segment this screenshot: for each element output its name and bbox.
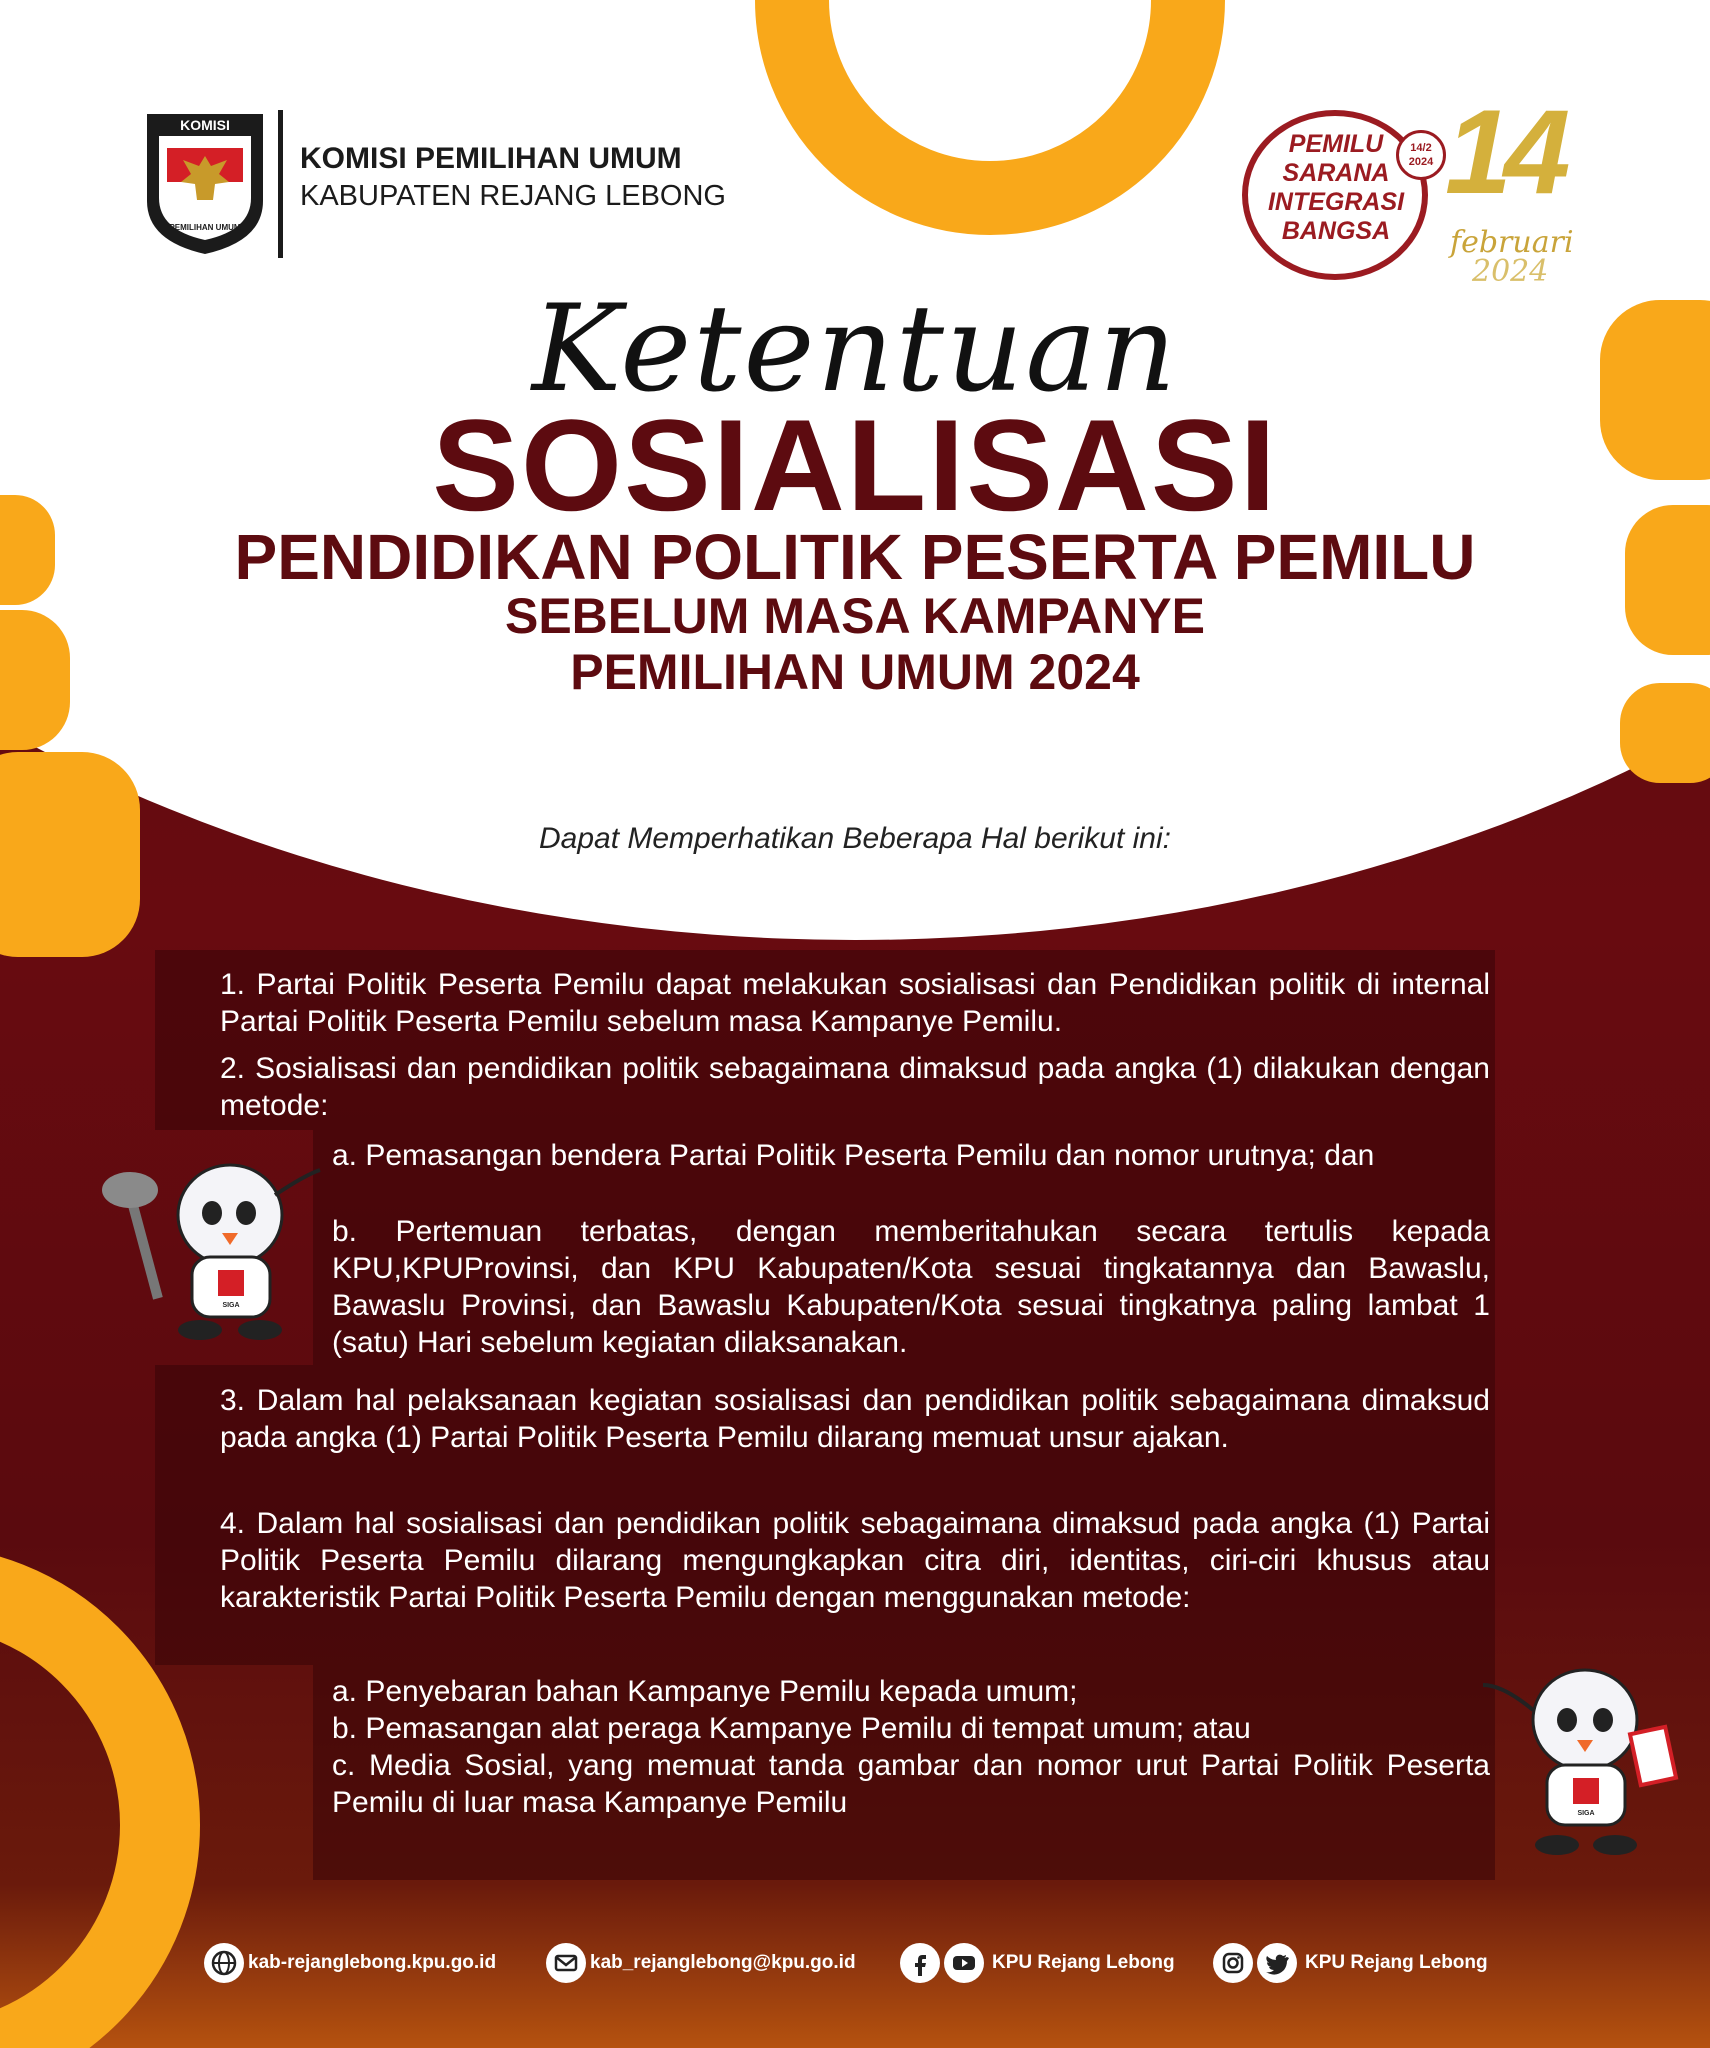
item-2a: a. Pemasangan bendera Partai Politik Peserta Pemilu dan nomor urutnya; dan (332, 1139, 1375, 1172)
youtube-icon (944, 1943, 984, 1983)
footer-instagram-twitter-text: KPU Rejang Lebong (1305, 1952, 1488, 1973)
main-title: SOSIALISASI (432, 392, 1278, 538)
facebook-icon (900, 1943, 940, 1983)
script-title: Ketentuan (531, 280, 1179, 419)
item-3: 3. Dalam hal pelaksanaan kegiatan sosialisasi dan pendidikan politik sebagaimana dimaksud pada angka (1) Partai Politik Peserta Pemilu dilarang memuat unsur ajakan. (220, 1384, 1490, 1454)
mascot-left (100, 1145, 325, 1345)
globe-icon (204, 1943, 244, 1983)
footer-website-text: kab-rejanglebong.kpu.go.id (248, 1952, 497, 1973)
item-2: 2. Sosialisasi dan pendidikan politik sebagaimana dimaksud pada angka (1) dilakukan dengan metode: (220, 1052, 1490, 1122)
footer-email[interactable] (546, 1940, 856, 1986)
mascot-right (1475, 1660, 1685, 1860)
twitter-icon (1257, 1943, 1297, 1983)
intro-text: Dapat Memperhatikan Beberapa Hal berikut ini: (538, 822, 1171, 855)
subtitle-line-3: PEMILIHAN UMUM 2024 (570, 644, 1140, 700)
item-1: 1. Partai Politik Peserta Pemilu dapat melakukan sosialisasi dan Pendidikan politik di internal Partai Politik Peserta Pemilu sebelum masa Kampanye Pemilu. (220, 968, 1490, 1038)
footer-instagram-twitter[interactable] (1213, 1940, 1488, 1986)
email-icon (546, 1943, 586, 1983)
item-4a: a. Penyebaran bahan Kampanye Pemilu kepada umum; (332, 1675, 1078, 1708)
subtitle-line-1: PENDIDIKAN POLITIK PESERTA PEMILU (234, 521, 1476, 593)
item-4: 4. Dalam hal sosialisasi dan pendidikan politik sebagaimana dimaksud pada angka (1) Partai Politik Peserta Pemilu dilarang mengungkapkan citra diri, identitas, ciri-ciri khusus atau karakteristik Partai Politik Peserta Pemilu dengan menggunakan metode: (220, 1507, 1490, 1614)
badge-date-line-1: 14/2 (1410, 142, 1432, 154)
election-day-number: 14 (1445, 85, 1563, 219)
tagline-line-3: INTEGRASI (1267, 188, 1405, 216)
item-4b: b. Pemasangan alat peraga Kampanye Pemilu di tempat umum; atau (332, 1712, 1251, 1745)
footer-facebook-youtube-text: KPU Rejang Lebong (992, 1952, 1175, 1973)
mascot-left-shirt-label: SIGA (222, 1302, 240, 1309)
logo-text-top: KOMISI (180, 117, 230, 133)
item-2b: b. Pertemuan terbatas, dengan memberitahukan secara tertulis kepada KPU,KPUProvinsi, dan KPU Kabupaten/Kota sesuai tingkatannya dan Bawaslu, Bawaslu Provinsi, dan Bawaslu Kabupaten/Kota sesuai tingkatnya paling lambat 1 (satu) Hari sebelum kegiatan dilaksanakan. (332, 1215, 1490, 1359)
org-name: KOMISI PEMILIHAN UMUM (300, 142, 682, 175)
footer-facebook-youtube[interactable] (900, 1940, 1175, 1986)
org-subtitle: KABUPATEN REJANG LEBONG (300, 180, 726, 212)
tagline-line-2: SARANA (1282, 159, 1390, 187)
item-4c: c. Media Sosial, yang memuat tanda gambar dan nomor urut Partai Politik Peserta Pemilu di luar masa Kampanye Pemilu (332, 1749, 1490, 1819)
tagline-line-1: PEMILU (1288, 130, 1384, 158)
badge-date (1396, 130, 1446, 180)
subtitle-line-2: SEBELUM MASA KAMPANYE (504, 588, 1206, 644)
tagline-line-4: BANGSA (1281, 217, 1391, 245)
logo-text-bottom: PEMILIHAN UMUM (169, 223, 241, 232)
election-year: 2024 (1472, 254, 1549, 289)
footer (0, 1940, 1710, 1988)
footer-email-text: kab_rejanglebong@kpu.go.id (590, 1952, 856, 1973)
header-divider (278, 110, 283, 258)
kpu-logo (137, 106, 273, 256)
election-month: februari (1450, 225, 1574, 260)
instagram-icon (1213, 1943, 1253, 1983)
badge-date-line-2: 2024 (1408, 156, 1434, 168)
mascot-right-shirt-label: SIGA (1577, 1810, 1595, 1817)
footer-website[interactable] (204, 1940, 496, 1986)
